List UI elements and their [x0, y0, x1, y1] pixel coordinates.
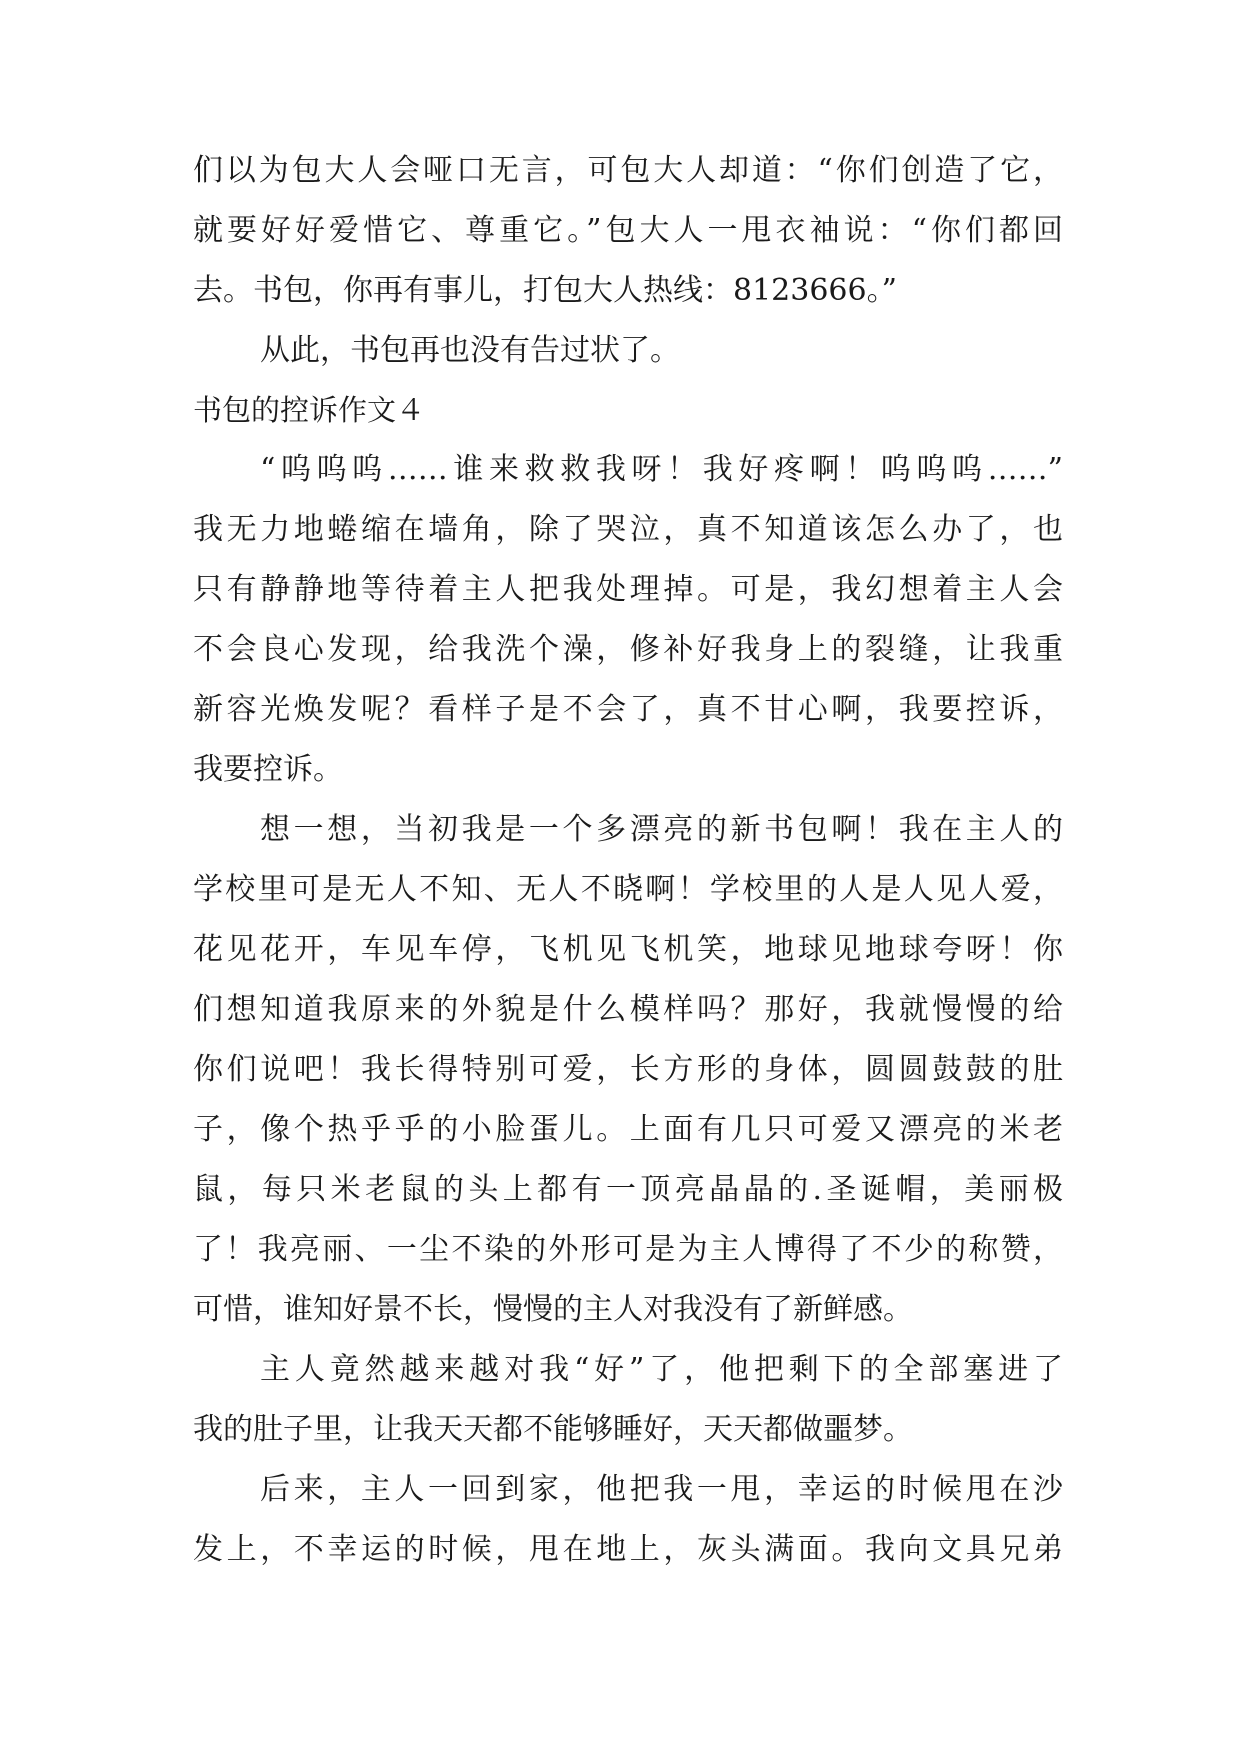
text-line: 想一想，当初我是一个多漂亮的新书包啊！我在主人的 [260, 812, 1063, 847]
text-line: 我要控诉。 [193, 752, 343, 787]
text-line: 不会良心发现，给我洗个澡，修补好我身上的裂缝，让我重 [193, 632, 1063, 667]
text-line: 们以为包大人会哑口无言，可包大人却道：“你们创造了它， [193, 153, 1063, 188]
text-line: 后来，主人一回到家，他把我一甩，幸运的时候甩在沙 [260, 1472, 1063, 1507]
text-line: 了！我亮丽、一尘不染的外形可是为主人博得了不少的称赞， [193, 1232, 1063, 1267]
text-line: 我无力地蜷缩在墙角，除了哭泣，真不知道该怎么办了，也 [193, 512, 1063, 547]
text-line: 只有静静地等待着主人把我处理掉。可是，我幻想着主人会 [193, 572, 1063, 607]
text-line: 子，像个热乎乎的小脸蛋儿。上面有几只可爱又漂亮的米老 [193, 1112, 1063, 1147]
text-line: 你们说吧！我长得特别可爱，长方形的身体，圆圆鼓鼓的肚 [193, 1052, 1063, 1087]
text-line: “呜呜呜……谁来救救我呀！我好疼啊！呜呜呜……” [260, 452, 1063, 487]
text-line: 主人竟然越来越对我“好”了，他把剩下的全部塞进了 [260, 1352, 1063, 1387]
text-line: 去。书包，你再有事儿，打包大人热线：8123666。” [193, 273, 897, 308]
text-line: 从此，书包再也没有告过状了。 [260, 333, 680, 368]
text-line: 发上，不幸运的时候，甩在地上，灰头满面。我向文具兄弟 [193, 1532, 1063, 1567]
text-line: 鼠，每只米老鼠的头上都有一顶亮晶晶的.圣诞帽，美丽极 [193, 1172, 1063, 1207]
text-line: 我的肚子里，让我天天都不能够睡好，天天都做噩梦。 [193, 1412, 913, 1447]
text-line: 新容光焕发呢？看样子是不会了，真不甘心啊，我要控诉， [193, 692, 1063, 727]
section-heading: 书包的控诉作文４ [193, 393, 426, 427]
text-line: 就要好好爱惜它、尊重它。”包大人一甩衣袖说：“你们都回 [193, 213, 1063, 248]
text-line: 花见花开，车见车停，飞机见飞机笑，地球见地球夸呀！你 [193, 932, 1063, 967]
text-line: 们想知道我原来的外貌是什么模样吗？那好，我就慢慢的给 [193, 992, 1063, 1027]
text-line: 可惜，谁知好景不长，慢慢的主人对我没有了新鲜感。 [193, 1292, 913, 1327]
text-line: 学校里可是无人不知、无人不晓啊！学校里的人是人见人爱， [193, 872, 1063, 907]
